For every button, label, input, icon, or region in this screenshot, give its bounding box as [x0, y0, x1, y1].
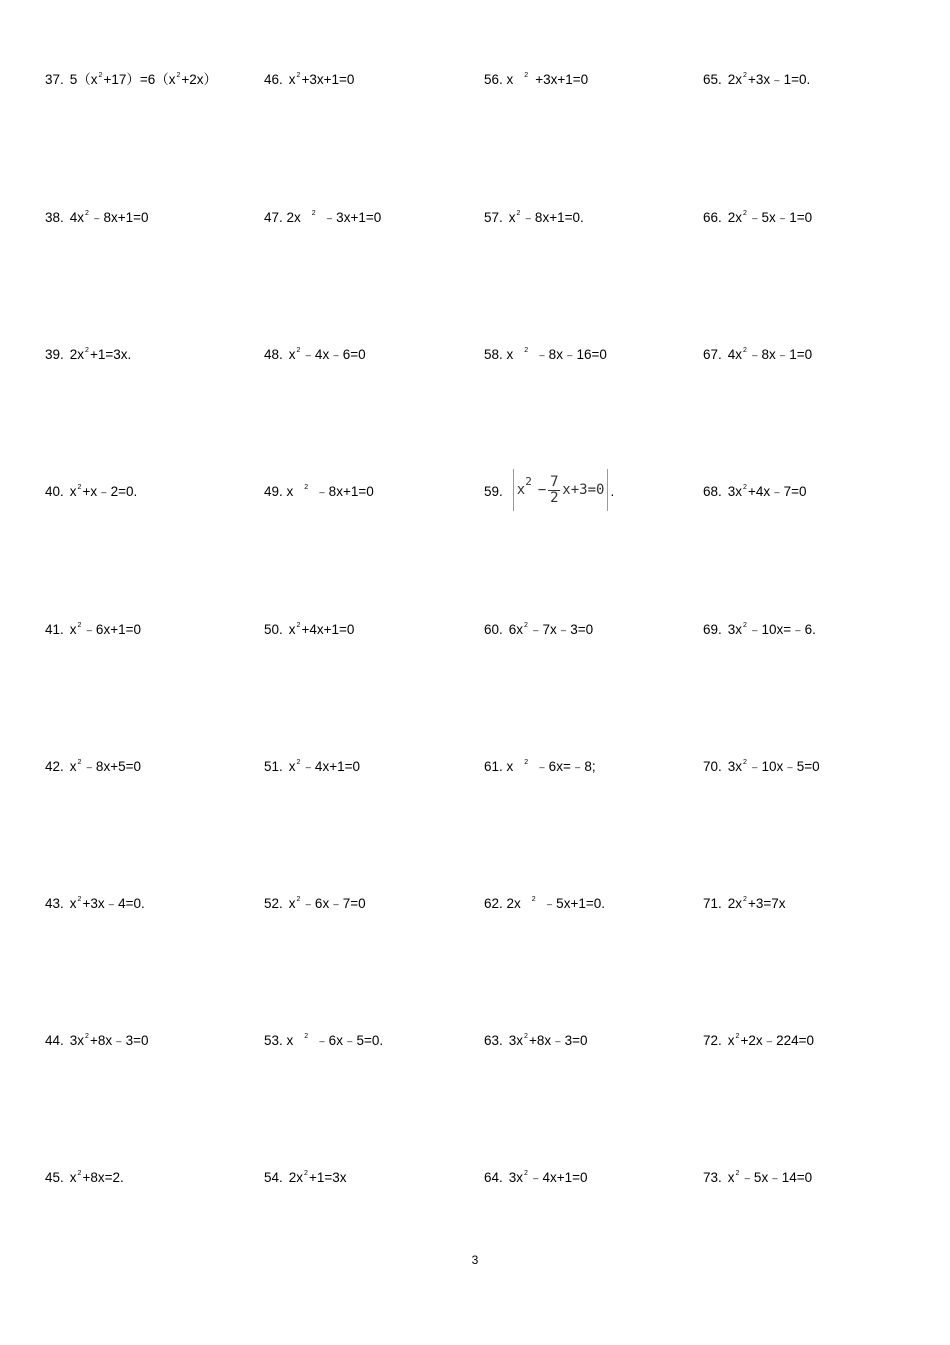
- equation-text: +3x﹣1=0.: [747, 72, 811, 87]
- problem-53: [264, 1032, 383, 1050]
- equation-text: 2x: [727, 210, 743, 225]
- problem-number: 41.: [45, 622, 64, 637]
- equation: [728, 347, 812, 362]
- problem-71: [703, 895, 786, 913]
- equation-text: x: [288, 896, 296, 911]
- page-number: 3: [471, 1253, 479, 1267]
- equation: [513, 759, 595, 774]
- equation-text: +4x+1=0: [301, 622, 355, 637]
- eq-exponent: 2: [525, 475, 532, 488]
- equation-text: 6x: [508, 622, 524, 637]
- equation-text: +4x﹣7=0: [747, 484, 807, 499]
- exponent: 2: [524, 759, 529, 766]
- equation: [70, 622, 141, 637]
- equation-text: +3x﹣4=0.: [82, 896, 145, 911]
- equation-text: x: [288, 72, 296, 87]
- equation-text: 3x: [727, 484, 743, 499]
- exponent: 2: [743, 210, 747, 217]
- exponent: 2: [743, 347, 747, 354]
- equation: [289, 347, 366, 362]
- problem-65: [703, 71, 810, 89]
- equation-text: +1=3x: [308, 1170, 347, 1185]
- equation: [70, 759, 141, 774]
- problem-50: [264, 621, 354, 639]
- problem-64: [484, 1169, 588, 1187]
- equation-text: ﹣7x﹣3=0: [528, 622, 594, 637]
- problem-56: [484, 71, 588, 89]
- equation: [301, 210, 381, 225]
- problem-69: [703, 621, 816, 639]
- fraction: [548, 475, 560, 506]
- problem-42: [45, 758, 141, 776]
- problem-37: [45, 71, 217, 89]
- equation: [509, 1170, 588, 1185]
- exponent: 2: [735, 1033, 740, 1040]
- problem-38: [45, 209, 149, 227]
- equation: [289, 759, 360, 774]
- equation-text: x: [69, 896, 77, 911]
- equation: [728, 72, 810, 87]
- equation: [728, 896, 786, 911]
- problem-number: 66.: [703, 210, 722, 225]
- equation-text: ﹣6x﹣7=0: [301, 896, 366, 911]
- equation: [289, 1170, 347, 1185]
- problem-number: 48.: [264, 347, 283, 362]
- fraction-numerator: 7: [550, 473, 559, 490]
- equation-text: x: [288, 347, 296, 362]
- equation-text: 2x: [288, 1170, 304, 1185]
- equation-text: 3x: [727, 622, 743, 637]
- problem-47: [264, 209, 381, 227]
- equation-text: x: [288, 622, 296, 637]
- equation-text: +1=3x.: [89, 347, 132, 362]
- equation-text: x: [508, 210, 516, 225]
- equation-text: x: [69, 622, 77, 637]
- exponent: 2: [304, 1033, 309, 1040]
- equation-text: +3x+1=0: [535, 72, 589, 87]
- equation-text: ﹣10x﹣5=0: [747, 759, 820, 774]
- exponent: 2: [524, 622, 528, 629]
- equation: [509, 1033, 588, 1048]
- problem-number: 44.: [45, 1033, 64, 1048]
- problem-number: 54.: [264, 1170, 283, 1185]
- equation-text: +2x﹣224=0: [740, 1033, 814, 1048]
- problem-46: [264, 71, 354, 89]
- problem-60: [484, 621, 593, 639]
- problem-number: 49. x: [264, 484, 294, 499]
- equation: [289, 72, 355, 87]
- eq-rest: x+3=0: [562, 482, 605, 498]
- problem-41: [45, 621, 141, 639]
- equation-text: ﹣3x+1=0: [322, 210, 382, 225]
- problem-59: [484, 471, 614, 513]
- problem-number: 39.: [45, 347, 64, 362]
- equation-text: +3x+1=0: [301, 72, 355, 87]
- exponent: 2: [85, 1033, 89, 1040]
- exponent: 2: [524, 1170, 528, 1177]
- equation-text: ﹣5x+1=0.: [542, 896, 605, 911]
- problem-number: 38.: [45, 210, 64, 225]
- problem-number: 53. x: [264, 1033, 294, 1048]
- problem-number: 42.: [45, 759, 64, 774]
- exponent: 2: [77, 759, 82, 766]
- equation: [70, 484, 137, 499]
- problem-43: [45, 895, 145, 913]
- equation: [728, 622, 816, 637]
- exponent: 2: [296, 759, 301, 766]
- problem-number: 70.: [703, 759, 722, 774]
- equation-text: ﹣4x+1=0: [528, 1170, 588, 1185]
- exponent: 2: [524, 347, 529, 354]
- equation-text: x: [69, 759, 77, 774]
- exponent: 2: [98, 72, 103, 79]
- equation-text: ﹣5x﹣14=0: [740, 1170, 813, 1185]
- problem-73: [703, 1169, 812, 1187]
- fraction-denominator: 2: [550, 489, 559, 506]
- equation-text: +8x﹣3=0: [89, 1033, 149, 1048]
- problem-57: [484, 209, 584, 227]
- equation-text: ﹣8x﹣1=0: [747, 347, 813, 362]
- problem-67: [703, 346, 812, 364]
- exponent: 2: [735, 1170, 740, 1177]
- problem-number: 61. x: [484, 759, 514, 774]
- equation: [521, 896, 605, 911]
- equation-text: +8x=2.: [82, 1170, 124, 1185]
- equation-text: ﹣4x+1=0: [301, 759, 360, 774]
- equation-text: 2x: [69, 347, 85, 362]
- problem-number: 40.: [45, 484, 64, 499]
- problem-63: [484, 1032, 588, 1050]
- equation: [70, 1170, 124, 1185]
- problem-54: [264, 1169, 347, 1187]
- problem-68: [703, 483, 807, 501]
- problem-number: 68.: [703, 484, 722, 499]
- equation-text: 3x: [508, 1170, 524, 1185]
- exponent: 2: [77, 1170, 82, 1177]
- equation-text: ﹣8x+5=0: [82, 759, 141, 774]
- equation-text: ﹣8x+1=0: [89, 210, 149, 225]
- exponent: 2: [85, 210, 89, 217]
- equation-text: x: [727, 1170, 735, 1185]
- equation: [728, 484, 807, 499]
- problem-58: [484, 346, 607, 364]
- exponent: 2: [743, 622, 747, 629]
- exponent: 2: [743, 484, 747, 491]
- problem-number: 63.: [484, 1033, 503, 1048]
- problem-number: 59.: [484, 483, 503, 499]
- exponent: 2: [311, 210, 316, 217]
- equation: [70, 210, 149, 225]
- problem-number: 43.: [45, 896, 64, 911]
- problem-number: 62. 2x: [484, 896, 521, 911]
- problem-number: 64.: [484, 1170, 503, 1185]
- equation: [289, 622, 355, 637]
- equation: [728, 1170, 812, 1185]
- equation-text: ﹣8x﹣16=0: [535, 347, 607, 362]
- problem-number: 50.: [264, 622, 283, 637]
- eq-x: x: [516, 482, 526, 498]
- equation-text: +3=7x: [747, 896, 786, 911]
- exponent: 2: [296, 622, 301, 629]
- problem-number: 60.: [484, 622, 503, 637]
- equation-text: x: [288, 759, 296, 774]
- problem-62: [484, 895, 605, 913]
- equation-image: [513, 469, 609, 511]
- equation-text: ﹣8x+1=0.: [521, 210, 584, 225]
- equation-text: 2x: [727, 896, 743, 911]
- equation-text: 4x: [69, 210, 85, 225]
- exponent: 2: [743, 759, 747, 766]
- exponent: 2: [743, 896, 747, 903]
- exponent: 2: [531, 896, 536, 903]
- problem-39: [45, 346, 131, 364]
- problem-48: [264, 346, 366, 364]
- equation: [513, 72, 588, 87]
- equation-text: x: [69, 1170, 77, 1185]
- exponent: 2: [296, 896, 301, 903]
- problem-44: [45, 1032, 149, 1050]
- exponent: 2: [296, 72, 301, 79]
- exponent: 2: [304, 484, 309, 491]
- problem-70: [703, 758, 820, 776]
- equation-text: +x﹣2=0.: [82, 484, 138, 499]
- exponent: 2: [524, 1033, 528, 1040]
- equation-text: 2x: [727, 72, 743, 87]
- exponent: 2: [296, 347, 301, 354]
- equation-text: ﹣4x﹣6=0: [301, 347, 366, 362]
- problem-66: [703, 209, 812, 227]
- equation: [728, 1033, 814, 1048]
- exponent: 2: [524, 72, 529, 79]
- equation: [728, 759, 820, 774]
- problem-number: 37.: [45, 72, 64, 87]
- equation-text: ﹣10x=﹣6.: [747, 622, 816, 637]
- equation-text: 3x: [69, 1033, 85, 1048]
- equation-text: +17）=6（x: [103, 72, 176, 87]
- equation-text: 4x: [727, 347, 743, 362]
- equation-text: x: [69, 484, 77, 499]
- equation-text: 3x: [727, 759, 743, 774]
- problem-number: 72.: [703, 1033, 722, 1048]
- problem-number: 58. x: [484, 347, 514, 362]
- equation-text: ﹣6x+1=0: [82, 622, 141, 637]
- problem-number: 67.: [703, 347, 722, 362]
- equation-text: 5（x: [69, 72, 98, 87]
- equation: [509, 210, 584, 225]
- problem-number: 47. 2x: [264, 210, 301, 225]
- exponent: 2: [743, 72, 747, 79]
- equation-text: ﹣6x﹣5=0.: [315, 1033, 384, 1048]
- equation: [70, 72, 217, 87]
- problem-61: [484, 758, 596, 776]
- problem-number: 65.: [703, 72, 722, 87]
- exponent: 2: [176, 72, 181, 79]
- exponent: 2: [77, 484, 82, 491]
- problem-52: [264, 895, 366, 913]
- equation-text: ﹣6x=﹣8;: [535, 759, 596, 774]
- equation: [70, 347, 131, 362]
- equation-text: ﹣5x﹣1=0: [747, 210, 813, 225]
- problem-number: 69.: [703, 622, 722, 637]
- equation: [70, 1033, 149, 1048]
- problem-number: 51.: [264, 759, 283, 774]
- equation: [293, 1033, 383, 1048]
- equation: [728, 210, 812, 225]
- problem-number: 71.: [703, 896, 722, 911]
- equation: [289, 896, 366, 911]
- exponent: 2: [77, 896, 82, 903]
- problem-45: [45, 1169, 124, 1187]
- problem-number: 45.: [45, 1170, 64, 1185]
- equation-text: ﹣8x+1=0: [315, 484, 374, 499]
- equation-text: +8x﹣3=0: [528, 1033, 588, 1048]
- equation: [509, 622, 593, 637]
- problem-49: [264, 483, 374, 501]
- problem-number: 56. x: [484, 72, 514, 87]
- eq-minus: −: [537, 482, 547, 498]
- trailing-period: .: [610, 483, 615, 499]
- problem-number: 46.: [264, 72, 283, 87]
- problem-72: [703, 1032, 814, 1050]
- exponent: 2: [516, 210, 521, 217]
- equation: [293, 484, 373, 499]
- problem-51: [264, 758, 360, 776]
- equation: [513, 347, 607, 362]
- equation: [70, 896, 145, 911]
- equation-text: +2x）: [181, 72, 218, 87]
- problem-40: [45, 483, 137, 501]
- exponent: 2: [85, 347, 89, 354]
- equation-text: 3x: [508, 1033, 524, 1048]
- equation-text: x: [727, 1033, 735, 1048]
- problem-number: 57.: [484, 210, 503, 225]
- problem-number: 52.: [264, 896, 283, 911]
- exponent: 2: [77, 622, 82, 629]
- exponent: 2: [304, 1170, 308, 1177]
- problem-number: 73.: [703, 1170, 722, 1185]
